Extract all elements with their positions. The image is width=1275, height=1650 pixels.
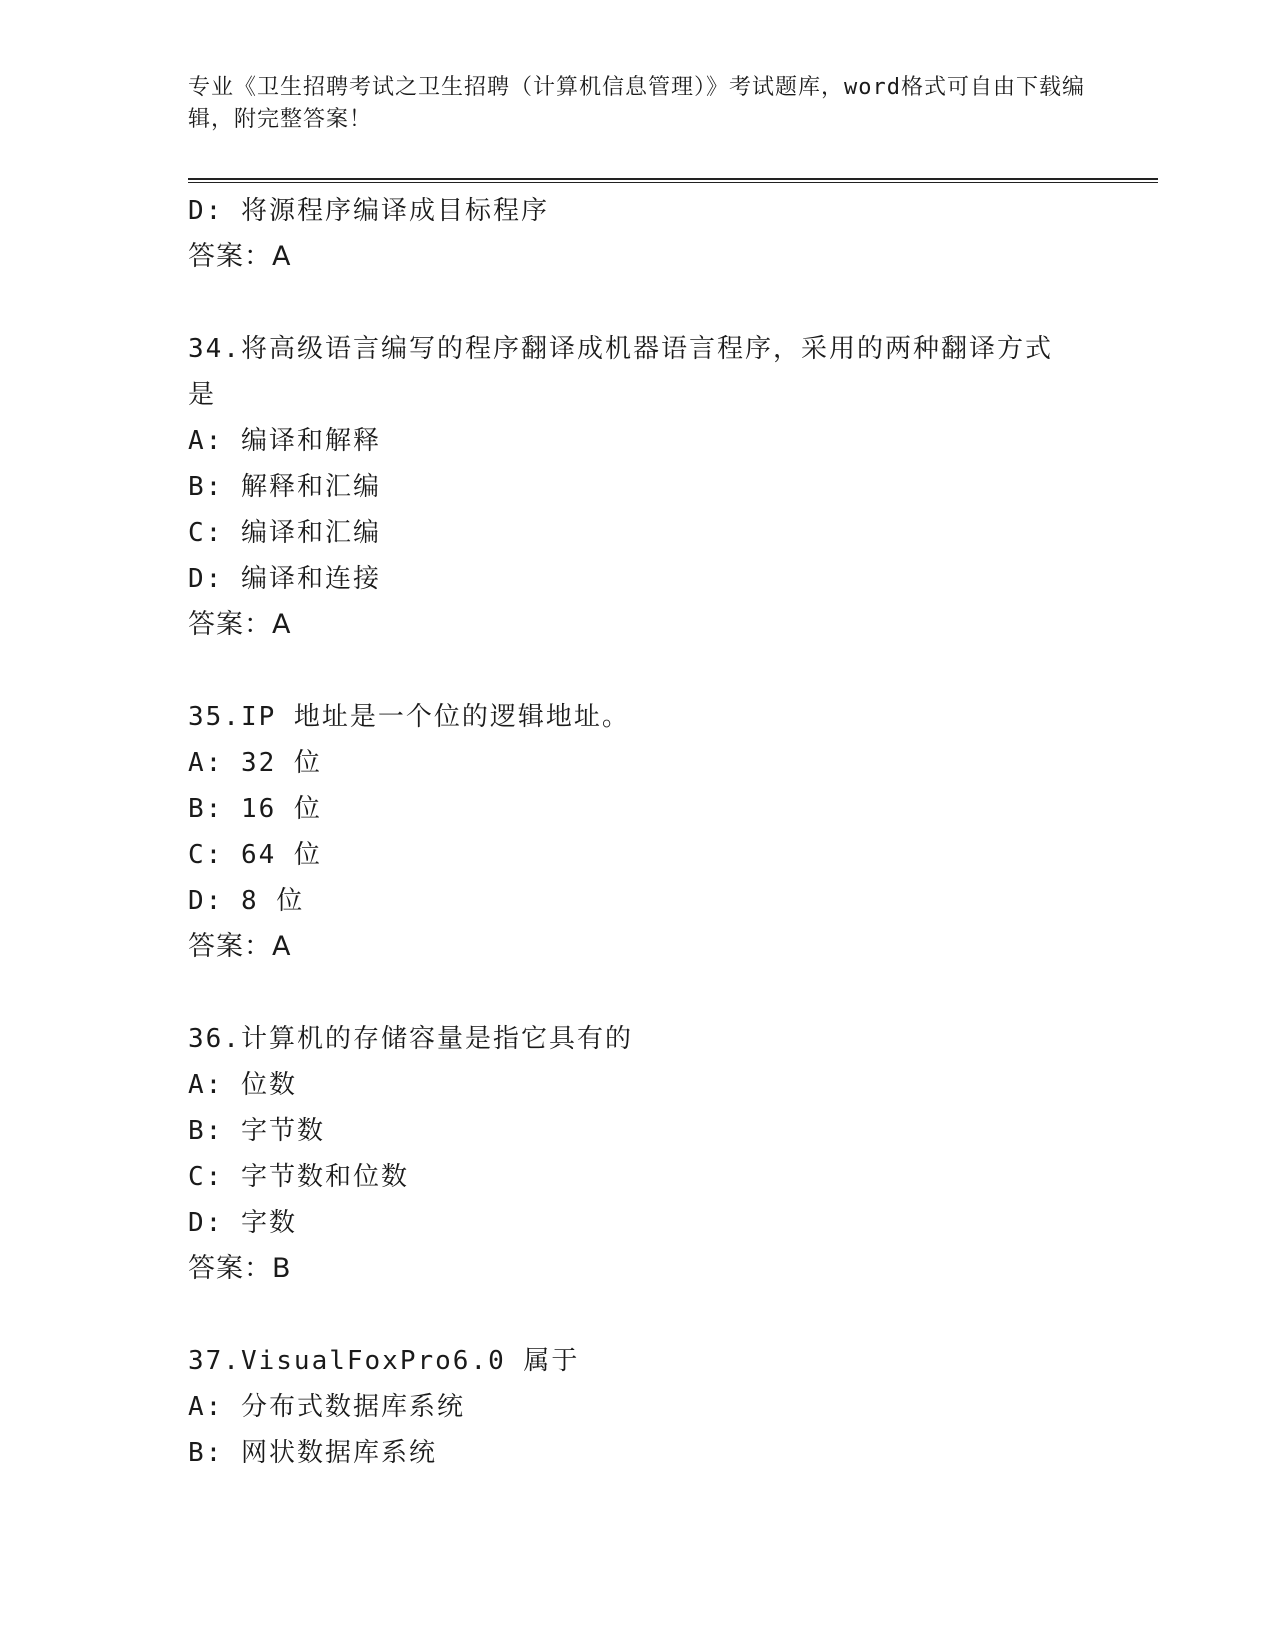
question-34 [188,326,1088,648]
question-stem: 37.VisualFoxPro6.0 属于 [188,1346,580,1376]
option-a: A: 32 位 [188,748,322,778]
option-a: A: 编译和解释 [188,426,381,456]
document-intro: 专业《卫生招聘考试之卫生招聘（计算机信息管理）》考试题库，word格式可自由下载编辑，附完整答案！ [188,75,1085,132]
header-divider [188,178,1158,183]
question-stem: 36.计算机的存储容量是指它具有的 [188,1024,633,1054]
option-b: B: 网状数据库系统 [188,1438,437,1468]
option-d: D: 字数 [188,1208,297,1238]
spacer [188,970,1088,1016]
answer-line: 答案：A [188,609,292,640]
option-a: A: 分布式数据库系统 [188,1392,465,1422]
option-d: D: 8 位 [188,886,305,916]
option-d: D: 将源程序编译成目标程序 [188,196,549,226]
question-stem-continued: 是 [188,380,217,410]
option-d: D: 编译和连接 [188,564,381,594]
question-stem: 34.将高级语言编写的程序翻译成机器语言程序，采用的两种翻译方式 [188,334,1053,364]
question-list [188,188,1088,1476]
question-35 [188,694,1088,970]
question-37 [188,1338,1088,1476]
option-b: B: 字节数 [188,1116,325,1146]
answer-line: 答案：B [188,1253,292,1284]
spacer [188,648,1088,694]
spacer [188,280,1088,326]
question-stem: 35.IP 地址是一个位的逻辑地址。 [188,702,630,732]
option-a: A: 位数 [188,1070,297,1100]
spacer [188,1292,1088,1338]
option-b: B: 解释和汇编 [188,472,381,502]
carryover-block [188,188,1088,280]
option-b: B: 16 位 [188,794,322,824]
answer-line: 答案：A [188,241,292,272]
question-36 [188,1016,1088,1292]
option-c: C: 64 位 [188,840,322,870]
option-c: C: 编译和汇编 [188,518,381,548]
answer-line: 答案：A [188,931,292,962]
option-c: C: 字节数和位数 [188,1162,409,1192]
